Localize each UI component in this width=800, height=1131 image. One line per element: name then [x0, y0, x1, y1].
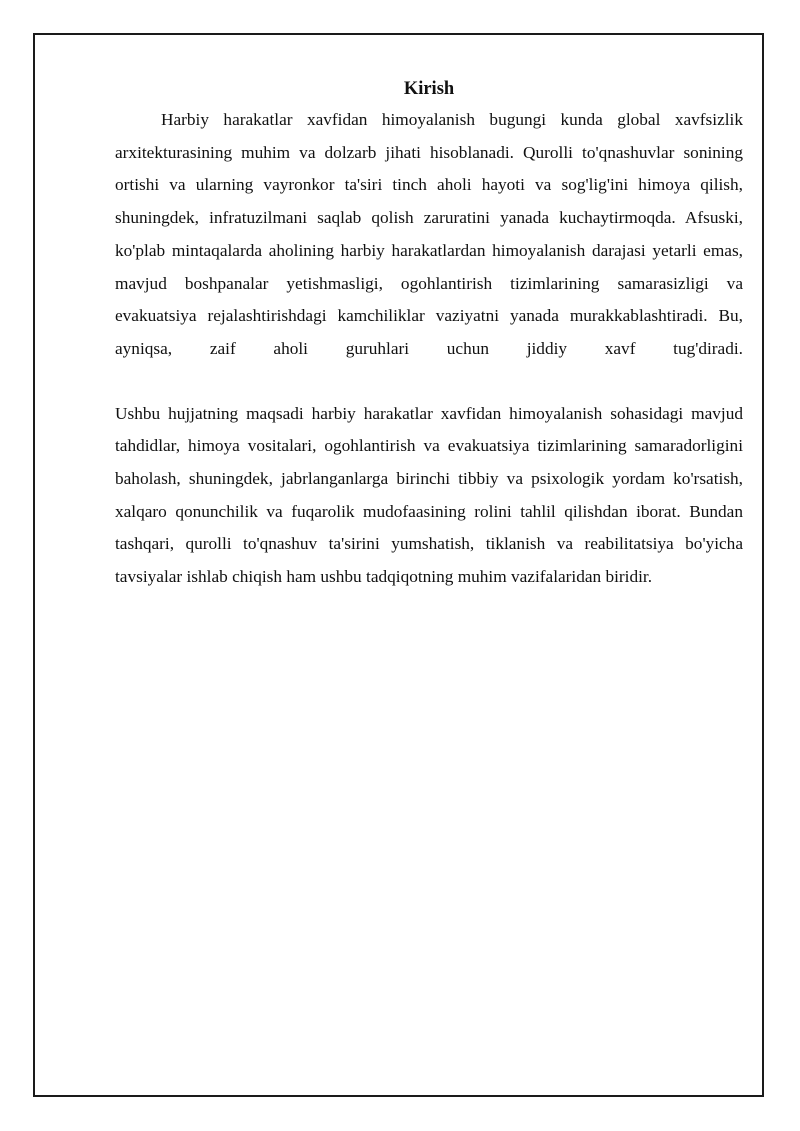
paragraph-spacer: [115, 366, 743, 398]
paragraph-purpose: Ushbu hujjatning maqsadi harbiy harakatlar xavfidan himoyalanish sohasidagi mavjud tahdidlar, himoya vositalari, ogohlantirish va evakuatsiya tizimlarining samaradorligini baholash, shuningdek, jabrlanganlarga birinchi tibbiy va psixologik yordam ko'rsatish, xalqaro qonunchilik va fuqarolik mudofaasining rolini tahlil qilishdan iborat. Bundan tashqari, qurolli to'qnashuv ta'sirini yumshatish, tiklanish va reabilitatsiya bo'yicha tavsiyalar ishlab chiqish ham ushbu tadqiqotning muhim vazifalaridan biridir.: [115, 403, 743, 587]
document-title: Kirish: [403, 79, 455, 99]
paragraph-intro: Harbiy harakatlar xavfidan himoyalanish bugungi kunda global xavfsizlik arxitekturasining muhim va dolzarb jihati hisoblanadi. Qurolli to'qnashuvlar sonining ortishi va ularning vayronkor ta'siri tinch aholi hayoti va sog'lig'ini himoya qilish, shuningdek, infratuzilmani saqlab qolish zaruratini yanada kuchaytirmoqda. Afsuski, ko'plab mintaqalarda aholining harbiy harakatlardan himoyalanish darajasi yetarli emas, mavjud boshpanalar yetishmasligi, ogohlantirish tizimlarining samarasizligi va evakuatsiya rejalashtirishdagi kamchiliklar vaziyatni yanada murakkablashtiradi. Bu, ayniqsa, zaif aholi guruhlari uchun jiddiy xavf tug'diradi.: [115, 110, 743, 358]
document-body: [115, 74, 743, 594]
